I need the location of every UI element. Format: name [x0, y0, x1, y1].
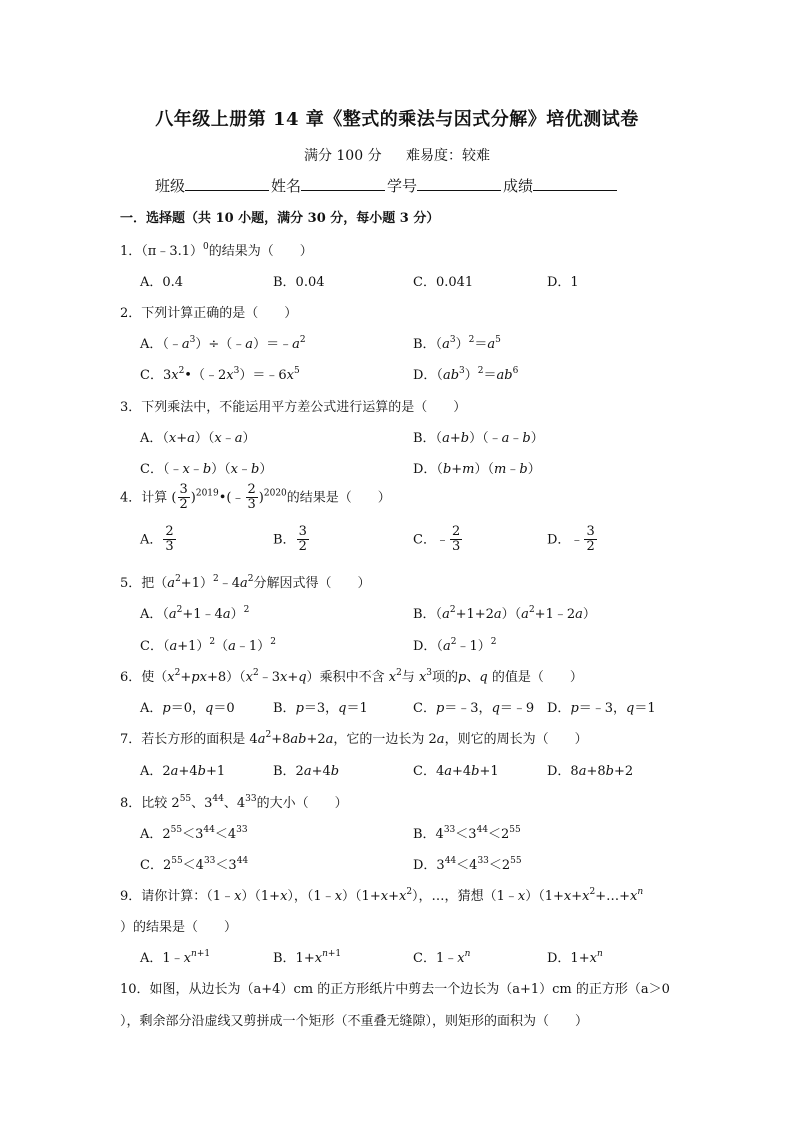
q1-option-c[interactable]: C．0.041	[413, 275, 474, 290]
full-score: 满分 100 分	[303, 148, 382, 164]
question-3: 3．下列乘法中，不能运用平方差公式进行运算的是（ ）	[120, 400, 467, 415]
q4-option-a[interactable]: A． $\frac{2}{3}$	[140, 524, 174, 555]
score-label: 成绩	[503, 177, 534, 195]
name-label: 姓名	[271, 177, 302, 195]
id-blank[interactable]	[417, 176, 501, 191]
q7-option-a[interactable]: A．2a+4b+1	[140, 764, 226, 779]
q8-option-d[interactable]: D．$3^{44}<4^{33}<2^{55}$	[413, 856, 522, 873]
question-8: 8．比较 $2^{55}$、$3^{44}$、$4^{33}$的大小（ ）	[120, 794, 348, 811]
question-9: 9．请你计算：（1﹣x）（1+x），$(1﹣x)(1+x+x^2)$，…，猜想$(1﹣x)(1+x+x^2+\dots+x^n$	[120, 887, 644, 904]
q6-option-d[interactable]: D．p＝﹣3，q＝1	[547, 701, 656, 716]
q9-option-a[interactable]: A．$1﹣x^{n+1}$	[140, 949, 211, 966]
question-1: 1．（π﹣3.1）$^0$的结果为（ ）	[120, 242, 313, 259]
q2-option-d[interactable]: D．$(ab^3)^2=ab^6$	[413, 366, 519, 383]
q2-option-b[interactable]: B．$(a^3)^2=a^5$	[413, 335, 501, 352]
q5-option-d[interactable]: D．$(a^2﹣1)^2$	[413, 637, 497, 654]
q8-option-b[interactable]: B．$4^{33}<3^{44}<2^{55}$	[413, 825, 521, 842]
q1-option-d[interactable]: D．1	[547, 275, 579, 290]
q8-option-c[interactable]: C．$2^{55}<4^{33}<3^{44}$	[140, 856, 249, 873]
q6-option-a[interactable]: A．p＝0，q＝0	[140, 701, 235, 716]
name-blank[interactable]	[301, 176, 385, 191]
q4-option-b[interactable]: B． $\frac{3}{2}$	[273, 524, 307, 555]
score-difficulty-line	[0, 145, 794, 165]
q9-option-d[interactable]: D．$1+x^n$	[547, 949, 603, 966]
q6-option-c[interactable]: C．p＝﹣3，q＝﹣9	[413, 701, 535, 716]
q1-option-b[interactable]: B．0.04	[273, 275, 325, 290]
q3-option-c[interactable]: C．（﹣x﹣b）（x﹣b）	[140, 462, 273, 477]
id-label: 学号	[387, 177, 418, 195]
q2-option-c[interactable]: C．$3x^2•(﹣2x^3)=﹣6x^5$	[140, 366, 300, 383]
q3-option-d[interactable]: D．（b+m）（m﹣b）	[413, 462, 541, 477]
q9-option-b[interactable]: B．$1+x^{n+1}$	[273, 949, 342, 966]
q5-option-b[interactable]: B．$(a^2+1+2a)(a^2+1﹣2a)$	[413, 605, 596, 622]
class-blank[interactable]	[185, 176, 269, 191]
q3-option-b[interactable]: B．（a+b）（﹣a﹣b）	[413, 431, 544, 446]
question-7: 7．若长方形的面积是 $4a^2+8ab+2a$，它的一边长为 2a，则它的周长为（ ）	[120, 730, 588, 747]
q4-option-c[interactable]: C．﹣ $\frac{2}{3}$	[413, 524, 461, 555]
question-6: 6．使$(x^2+px+8)(x^2﹣3x+q)$乘积中不含 $x^2$与 $x^3$项的p、q 的值是（ ）	[120, 668, 583, 685]
question-10-continued: ），剩余部分沿虚线又剪拼成一个矩形（不重叠无缝隙），则矩形的面积为（ ）	[120, 1014, 589, 1029]
q2-option-a[interactable]: A．$(﹣a^3)\div(﹣a)=﹣a^2$	[140, 335, 306, 352]
score-blank[interactable]	[533, 176, 617, 191]
q9-option-c[interactable]: C．$1﹣x^n$	[413, 949, 471, 966]
q7-option-d[interactable]: D．8a+8b+2	[547, 764, 634, 779]
q7-option-c[interactable]: C．4a+4b+1	[413, 764, 499, 779]
difficulty: 难易度：较难	[406, 148, 491, 164]
q5-option-a[interactable]: A．$(a^2+1﹣4a)^2$	[140, 605, 250, 622]
q8-option-a[interactable]: A．$2^{55}<3^{44}<4^{33}$	[140, 825, 248, 842]
question-4: 4．计算 ( $\frac{3}{2}$ )$^{2019}$•(﹣ $\frac{2}{3}$ )$^{2020}$的结果是（ ）	[120, 482, 391, 513]
q3-option-a[interactable]: A．（x+a）（x﹣a）	[140, 431, 256, 446]
section-title: 一．选择题（共 10 小题，满分 30 分，每小题 3 分）	[120, 211, 440, 226]
fraction: $\frac{3}{2}$	[179, 482, 188, 513]
question-5: 5．把$(a^2+1)^2﹣4a^2$分解因式得（ ）	[120, 574, 371, 591]
class-label: 班级	[155, 177, 186, 195]
q1-option-a[interactable]: A．0.4	[140, 275, 184, 290]
question-2: 2．下列计算正确的是（ ）	[120, 306, 298, 321]
fraction: $\frac{2}{3}$	[247, 482, 256, 513]
q7-option-b[interactable]: B．2a+4b	[273, 764, 340, 779]
question-9-continued: ）的结果是（ ）	[120, 920, 238, 935]
student-info-line	[155, 175, 619, 196]
q6-option-b[interactable]: B．p＝3，q＝1	[273, 701, 368, 716]
q4-option-d[interactable]: D．﹣ $\frac{3}{2}$	[547, 524, 595, 555]
question-10: 10．如图，从边长为（a+4）cm 的正方形纸片中剪去一个边长为（a+1）cm 的正方形（a＞0	[120, 982, 670, 997]
page-title: 八年级上册第 14 章《整式的乘法与因式分解》培优测试卷	[155, 109, 639, 130]
q5-option-c[interactable]: C．$(a+1)^2(a﹣1)^2$	[140, 637, 276, 654]
